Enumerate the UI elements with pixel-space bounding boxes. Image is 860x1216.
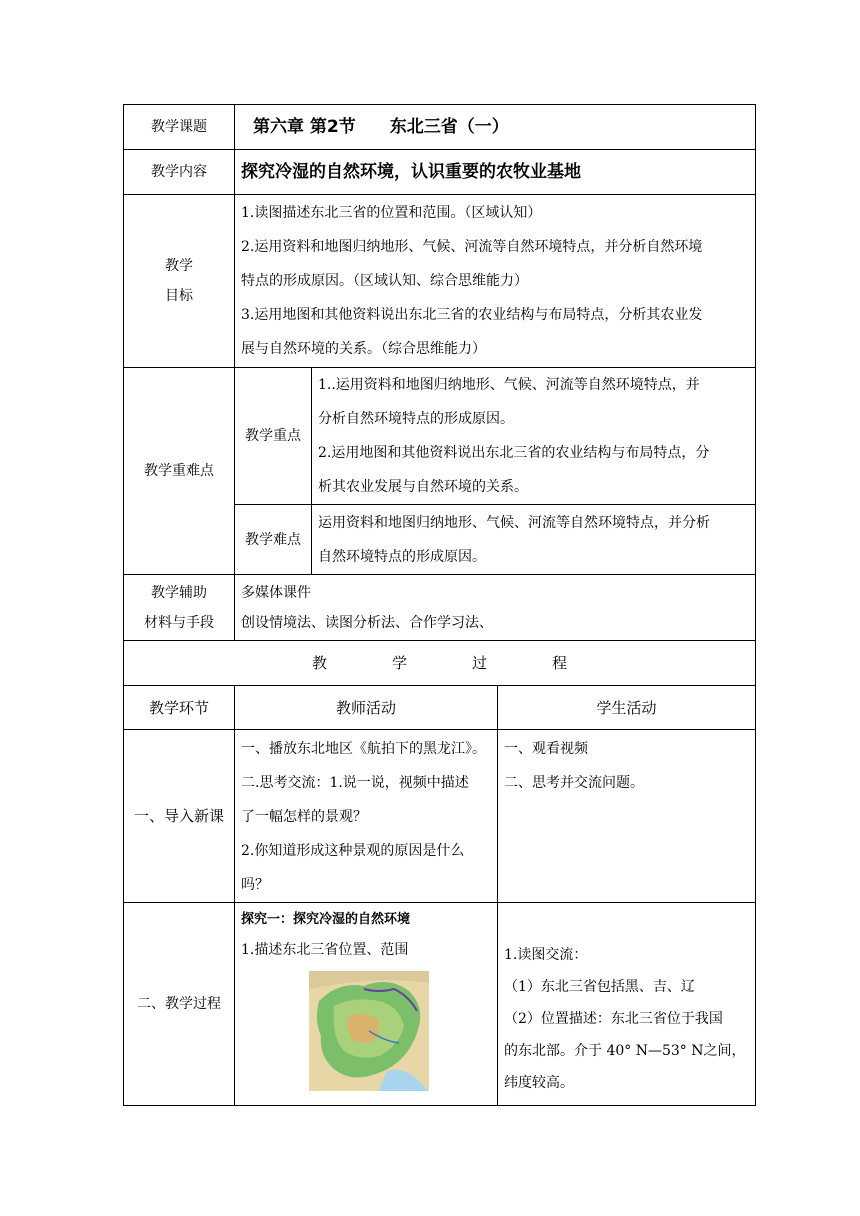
col-teacher-header: 教师活动 bbox=[235, 686, 498, 730]
goal-line: 3.运用地图和其他资料说出东北三省的农业结构与布局特点，分析其农业发 bbox=[241, 307, 703, 323]
stage2-teacher: 探究一：探究冷湿的自然环境 1.描述东北三省位置、范围 bbox=[235, 903, 498, 1106]
difficulty-label: 教学难点 bbox=[235, 505, 312, 575]
goal-line: 展与自然环境的关系。（综合思维能力） bbox=[241, 341, 486, 357]
content-label: 教学内容 bbox=[124, 150, 235, 195]
goal-line: 1.读图描述东北三省的位置和范围。（区域认知） bbox=[241, 205, 542, 221]
key-points-label: 教学重难点 bbox=[124, 368, 235, 575]
inquiry-heading: 探究一：探究冷湿的自然环境 bbox=[241, 912, 411, 927]
process-heading: 教 学 过 程 bbox=[124, 641, 756, 686]
col-student-header: 学生活动 bbox=[498, 686, 756, 730]
aids-content: 多媒体课件 创设情境法、读图分析法、合作学习法、 bbox=[235, 575, 756, 641]
topic-label: 教学课题 bbox=[124, 105, 235, 150]
northeast-china-map-image bbox=[309, 971, 429, 1091]
stage2-label: 二、教学过程 bbox=[124, 903, 235, 1106]
emphasis-content: 1..运用资料和地图归纳地形、气候、河流等自然环境特点，并 分析自然环境特点的形成原因。 2.运用地图和其他资料说出东北三省的农业结构与布局特点，分 析其农业发展与自然环境的关系。 bbox=[312, 368, 756, 505]
stage2-student: 1.读图交流： （1）东北三省包括黑、吉、辽 （2）位置描述：东北三省位于我国 的东北部。介于 40° N—53° N之间， 纬度较高。 bbox=[498, 903, 756, 1106]
stage1-teacher: 一、播放东北地区《航拍下的黑龙江》。 二.思考交流：1.说一说，视频中描述 了一幅怎样的景观？ 2.你知道形成这种景观的原因是什么 吗？ bbox=[235, 730, 498, 903]
goals-content bbox=[235, 195, 756, 368]
aids-label: 教学辅助 材料与手段 bbox=[124, 575, 235, 641]
lesson-plan bbox=[123, 104, 755, 1106]
emphasis-label: 教学重点 bbox=[235, 368, 312, 505]
stage1-student: 一、观看视频 二、思考并交流问题。 bbox=[498, 730, 756, 903]
stage1-label: 一、导入新课 bbox=[124, 730, 235, 903]
topic-value: 第六章 第2节 东北三省（一） bbox=[235, 105, 756, 150]
difficulty-content: 运用资料和地图归纳地形、气候、河流等自然环境特点，并分析 自然环境特点的形成原因。 bbox=[312, 505, 756, 575]
goal-line: 特点的形成原因。（区域认知、综合思维能力） bbox=[241, 273, 528, 289]
goals-label: 教学 目标 bbox=[124, 195, 235, 368]
lesson-plan-table bbox=[123, 104, 756, 1106]
content-value: 探究冷湿的自然环境，认识重要的农牧业基地 bbox=[235, 150, 756, 195]
col-stage-header: 教学环节 bbox=[124, 686, 235, 730]
goal-line: 2.运用资料和地图归纳地形、气候、河流等自然环境特点，并分析自然环境 bbox=[241, 239, 703, 255]
